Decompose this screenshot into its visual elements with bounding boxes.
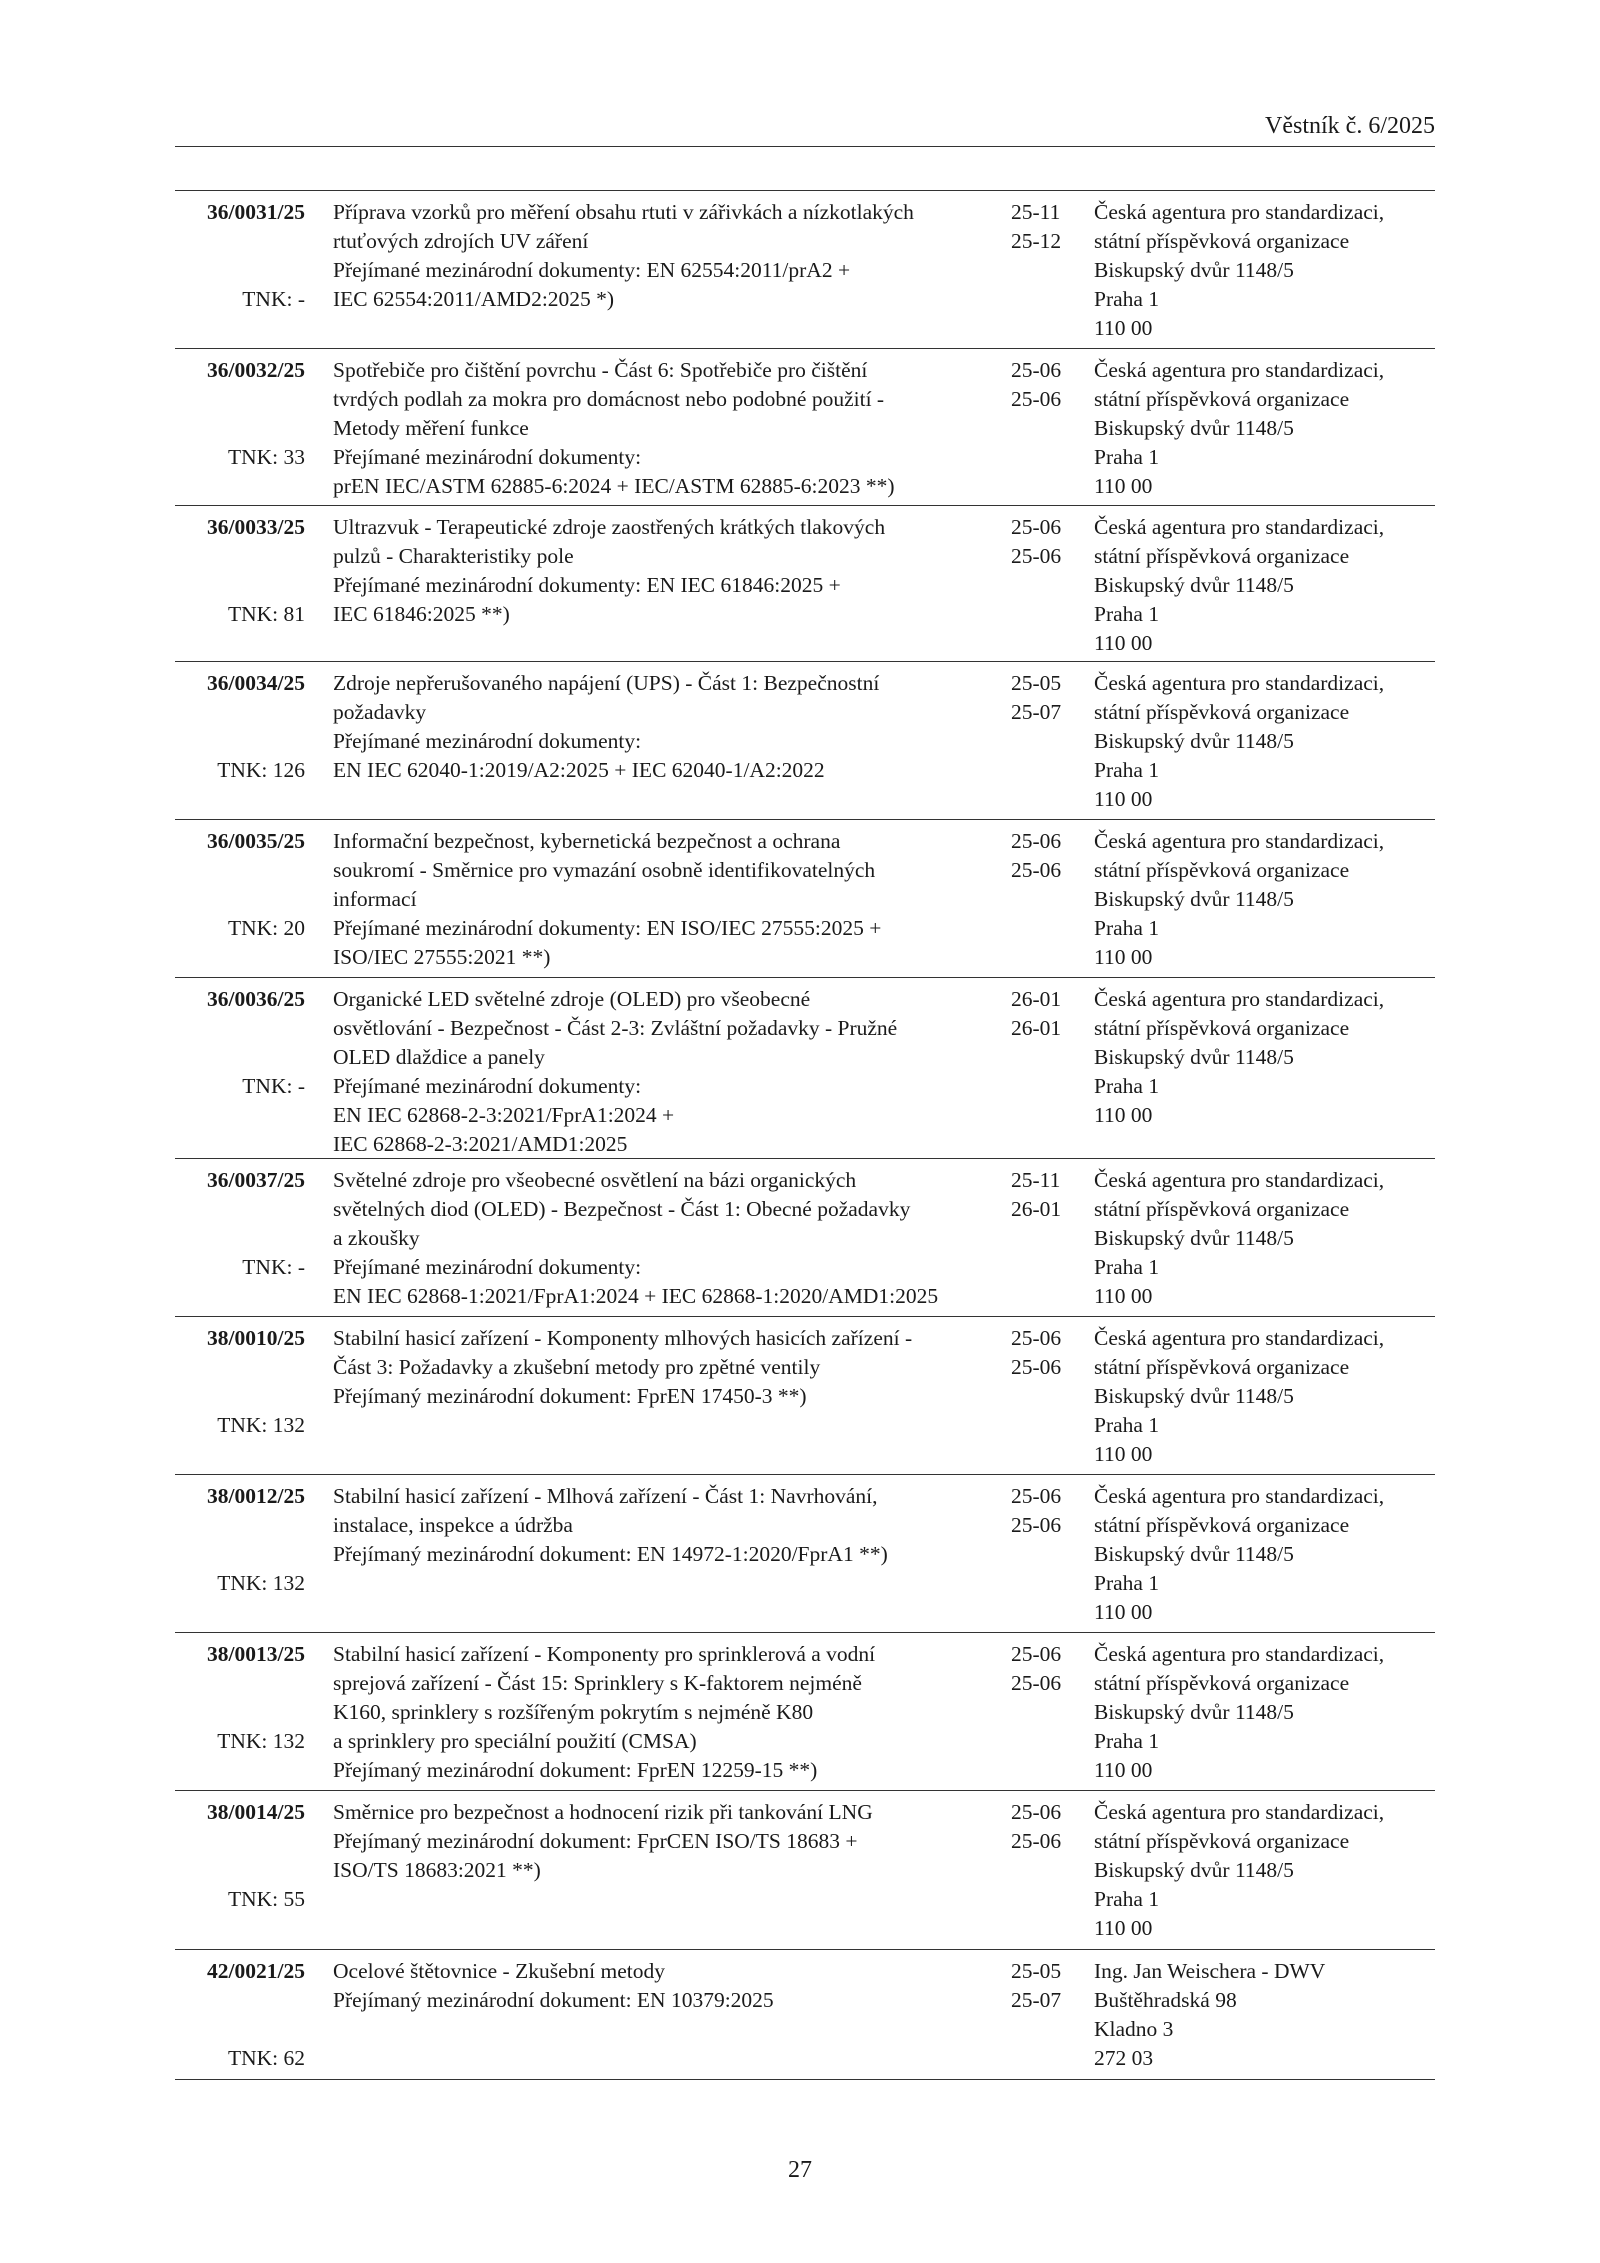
entry-address-cell — [1094, 985, 1434, 1130]
tnk-code: TNK: 132 — [217, 1571, 305, 1595]
date-value: 25-07 — [1011, 1988, 1062, 2012]
entry-dates-cell — [1011, 827, 1081, 885]
address-line: 272 03 — [1094, 2046, 1154, 2070]
address-line: Kladno 3 — [1094, 2017, 1174, 2041]
entry-address-cell — [1094, 669, 1434, 814]
address-line: státní příspěvková organizace — [1094, 1671, 1350, 1695]
address-line: státní příspěvková organizace — [1094, 858, 1350, 882]
title-line: OLED dlaždice a panely — [333, 1045, 545, 1069]
title-line: Příprava vzorků pro měření obsahu rtuti v zářivkách a nízkotlakých — [333, 200, 914, 224]
address-line: 110 00 — [1094, 787, 1153, 811]
address-line: státní příspěvková organizace — [1094, 387, 1350, 411]
title-line: rtuťových zdrojích UV záření — [333, 229, 589, 253]
title-line: Informační bezpečnost, kybernetická bezpečnost a ochrana — [333, 829, 841, 853]
title-line: Světelné zdroje pro všeobecné osvětlení na bázi organických — [333, 1168, 857, 1192]
entry-dates-cell — [1011, 1798, 1081, 1856]
address-line: Biskupský dvůr 1148/5 — [1094, 1226, 1294, 1250]
title-line: ISO/IEC 27555:2021 **) — [333, 945, 551, 969]
title-line: a sprinklery pro speciální použití (CMSA) — [333, 1729, 697, 1753]
date-value: 25-06 — [1011, 1326, 1062, 1350]
address-line: Praha 1 — [1094, 1887, 1160, 1911]
table-row — [175, 820, 1435, 978]
address-line: Praha 1 — [1094, 1074, 1160, 1098]
title-line: IEC 61846:2025 **) — [333, 602, 510, 626]
address-line: Česká agentura pro standardizaci, — [1094, 1168, 1385, 1192]
title-line: prEN IEC/ASTM 62885-6:2024 + IEC/ASTM 62885-6:2023 **) — [333, 474, 895, 498]
table-row — [175, 978, 1435, 1159]
entry-dates-cell — [1011, 1957, 1081, 2015]
entry-dates-cell — [1011, 356, 1081, 414]
entry-number: 36/0036/25 — [207, 987, 305, 1011]
address-line: státní příspěvková organizace — [1094, 1197, 1350, 1221]
address-line: Biskupský dvůr 1148/5 — [1094, 573, 1294, 597]
title-line: světelných diod (OLED) - Bezpečnost - Část 1: Obecné požadavky — [333, 1197, 911, 1221]
tnk-code: TNK: 132 — [217, 1729, 305, 1753]
address-line: Praha 1 — [1094, 1255, 1160, 1279]
page-number: 27 — [788, 2157, 812, 2183]
title-line: Přejímané mezinárodní dokumenty: — [333, 1074, 642, 1098]
entry-dates-cell — [1011, 985, 1081, 1043]
title-line: Stabilní hasicí zařízení - Komponenty mlhových hasicích zařízení - — [333, 1326, 913, 1350]
address-line: Praha 1 — [1094, 1413, 1160, 1437]
address-line: 110 00 — [1094, 1442, 1153, 1466]
title-line: Zdroje nepřerušovaného napájení (UPS) - Část 1: Bezpečnostní — [333, 671, 880, 695]
address-line: Praha 1 — [1094, 758, 1160, 782]
entry-address-cell — [1094, 1482, 1434, 1627]
date-value: 26-01 — [1011, 987, 1062, 1011]
date-value: 26-01 — [1011, 1016, 1062, 1040]
table-row — [175, 1317, 1435, 1475]
entry-id-cell — [175, 669, 305, 782]
entry-id-cell — [175, 1166, 305, 1279]
entry-id-cell — [175, 1957, 305, 2070]
entry-dates-cell — [1011, 198, 1081, 256]
title-line: Spotřebiče pro čištění povrchu - Část 6: Spotřebiče pro čištění — [333, 358, 868, 382]
address-line: 110 00 — [1094, 316, 1153, 340]
title-line: Přejímané mezinárodní dokumenty: — [333, 1255, 642, 1279]
entry-id-cell — [175, 827, 305, 940]
address-line: 110 00 — [1094, 631, 1153, 655]
address-line: státní příspěvková organizace — [1094, 1016, 1350, 1040]
address-line: Biskupský dvůr 1148/5 — [1094, 1858, 1294, 1882]
title-line: Směrnice pro bezpečnost a hodnocení rizik při tankování LNG — [333, 1800, 873, 1824]
title-line: požadavky — [333, 700, 427, 724]
title-line: ISO/TS 18683:2021 **) — [333, 1858, 541, 1882]
address-line: 110 00 — [1094, 1758, 1153, 1782]
tnk-code: TNK: - — [242, 287, 305, 311]
entry-id-cell — [175, 198, 305, 311]
address-line: Biskupský dvůr 1148/5 — [1094, 729, 1294, 753]
address-line: státní příspěvková organizace — [1094, 1513, 1350, 1537]
table-row — [175, 662, 1435, 820]
title-line: Přejímaný mezinárodní dokument: FprEN 17450-3 **) — [333, 1384, 807, 1408]
entry-id-cell — [175, 356, 305, 469]
page-header — [175, 112, 1435, 147]
entry-number: 36/0034/25 — [207, 671, 305, 695]
tnk-code: TNK: 33 — [227, 445, 305, 469]
title-line: Metody měření funkce — [333, 416, 529, 440]
date-value: 25-12 — [1011, 229, 1062, 253]
date-value: 25-06 — [1011, 1484, 1062, 1508]
title-line: Přejímané mezinárodní dokumenty: — [333, 445, 642, 469]
entry-number: 36/0031/25 — [207, 200, 305, 224]
address-line: Česká agentura pro standardizaci, — [1094, 671, 1385, 695]
table-row — [175, 1950, 1435, 2080]
date-value: 25-06 — [1011, 1642, 1062, 1666]
entry-address-cell — [1094, 356, 1434, 501]
entry-id-cell — [175, 985, 305, 1098]
address-line: Biskupský dvůr 1148/5 — [1094, 416, 1294, 440]
table-row — [175, 1159, 1435, 1317]
title-line: Přejímaný mezinárodní dokument: EN 14972-1:2020/FprA1 **) — [333, 1542, 888, 1566]
date-value: 25-06 — [1011, 1513, 1062, 1537]
entry-address-cell — [1094, 1957, 1434, 2073]
title-line: EN IEC 62868-1:2021/FprA1:2024 + IEC 62868-1:2020/AMD1:2025 — [333, 1284, 939, 1308]
address-line: Biskupský dvůr 1148/5 — [1094, 1542, 1294, 1566]
date-value: 25-06 — [1011, 358, 1062, 382]
address-line: Česká agentura pro standardizaci, — [1094, 829, 1385, 853]
table-row — [175, 1475, 1435, 1633]
address-line: Česká agentura pro standardizaci, — [1094, 1326, 1385, 1350]
title-line: pulzů - Charakteristiky pole — [333, 544, 574, 568]
title-line: instalace, inspekce a údržba — [333, 1513, 573, 1537]
table-row — [175, 1791, 1435, 1950]
address-line: Praha 1 — [1094, 445, 1160, 469]
entry-address-cell — [1094, 1166, 1434, 1311]
journal-title: Věstník č. 6/2025 — [1265, 113, 1435, 139]
entry-dates-cell — [1011, 1324, 1081, 1382]
address-line: Česká agentura pro standardizaci, — [1094, 1642, 1385, 1666]
address-line: Biskupský dvůr 1148/5 — [1094, 1045, 1294, 1069]
entry-id-cell — [175, 1482, 305, 1595]
entry-address-cell — [1094, 198, 1434, 343]
address-line: Česká agentura pro standardizaci, — [1094, 987, 1385, 1011]
date-value: 25-05 — [1011, 1959, 1062, 1983]
title-line: Přejímané mezinárodní dokumenty: EN IEC 61846:2025 + — [333, 573, 841, 597]
address-line: Buštěhradská 98 — [1094, 1988, 1237, 2012]
entry-id-cell — [175, 1798, 305, 1911]
address-line: Praha 1 — [1094, 287, 1160, 311]
entry-number: 36/0032/25 — [207, 358, 305, 382]
title-line: Stabilní hasicí zařízení - Mlhová zařízení - Část 1: Navrhování, — [333, 1484, 878, 1508]
entry-address-cell — [1094, 1640, 1434, 1785]
date-value: 25-06 — [1011, 1800, 1062, 1824]
table-row — [175, 1633, 1435, 1791]
title-line: Ocelové štětovnice - Zkušební metody — [333, 1959, 665, 1983]
address-line: Biskupský dvůr 1148/5 — [1094, 1700, 1294, 1724]
tnk-code: TNK: 62 — [227, 2046, 305, 2070]
date-value: 25-11 — [1011, 200, 1061, 224]
title-line: IEC 62868-2-3:2021/AMD1:2025 — [333, 1132, 628, 1156]
title-line: Přejímaný mezinárodní dokument: FprCEN ISO/TS 18683 + — [333, 1829, 858, 1853]
address-line: státní příspěvková organizace — [1094, 229, 1350, 253]
title-line: Přejímaný mezinárodní dokument: EN 10379:2025 — [333, 1988, 774, 2012]
title-line: tvrdých podlah za mokra pro domácnost nebo podobné použití - — [333, 387, 885, 411]
address-line: 110 00 — [1094, 1916, 1153, 1940]
title-line: Přejímaný mezinárodní dokument: FprEN 12259-15 **) — [333, 1758, 818, 1782]
tnk-code: TNK: 55 — [227, 1887, 305, 1911]
address-line: státní příspěvková organizace — [1094, 1355, 1350, 1379]
address-line: Ing. Jan Weischera - DWV — [1094, 1959, 1326, 1983]
tnk-code: TNK: 132 — [217, 1413, 305, 1437]
address-line: Praha 1 — [1094, 1729, 1160, 1753]
tnk-code: TNK: 81 — [227, 602, 305, 626]
entry-address-cell — [1094, 1798, 1434, 1943]
entry-id-cell — [175, 1324, 305, 1437]
date-value: 25-06 — [1011, 1829, 1062, 1853]
date-value: 25-06 — [1011, 544, 1062, 568]
title-line: EN IEC 62868-2-3:2021/FprA1:2024 + — [333, 1103, 675, 1127]
title-line: informací — [333, 887, 417, 911]
address-line: Česká agentura pro standardizaci, — [1094, 1800, 1385, 1824]
entry-number: 38/0012/25 — [207, 1484, 305, 1508]
title-line: Přejímané mezinárodní dokumenty: — [333, 729, 642, 753]
title-line: a zkoušky — [333, 1226, 420, 1250]
address-line: Praha 1 — [1094, 916, 1160, 940]
date-value: 25-05 — [1011, 671, 1062, 695]
address-line: Praha 1 — [1094, 602, 1160, 626]
entry-id-cell — [175, 513, 305, 626]
table-row — [175, 506, 1435, 662]
entry-number: 36/0033/25 — [207, 515, 305, 539]
address-line: 110 00 — [1094, 474, 1153, 498]
address-line: 110 00 — [1094, 1284, 1153, 1308]
date-value: 25-06 — [1011, 1671, 1062, 1695]
tnk-code: TNK: 20 — [227, 916, 305, 940]
tnk-code: TNK: - — [242, 1255, 305, 1279]
title-line: sprejová zařízení - Část 15: Sprinklery s K-faktorem nejméně — [333, 1671, 862, 1695]
date-value: 25-06 — [1011, 1355, 1062, 1379]
title-line: Přejímané mezinárodní dokumenty: EN 62554:2011/prA2 + — [333, 258, 851, 282]
address-line: 110 00 — [1094, 1103, 1153, 1127]
title-line: Ultrazvuk - Terapeutické zdroje zaostřených krátkých tlakových — [333, 515, 886, 539]
address-line: Česká agentura pro standardizaci, — [1094, 1484, 1385, 1508]
title-line: Stabilní hasicí zařízení - Komponenty pro sprinklerová a vodní — [333, 1642, 876, 1666]
entry-address-cell — [1094, 513, 1434, 658]
date-value: 25-06 — [1011, 387, 1062, 411]
address-line: státní příspěvková organizace — [1094, 1829, 1350, 1853]
date-value: 25-06 — [1011, 858, 1062, 882]
entry-dates-cell — [1011, 513, 1081, 571]
address-line: Biskupský dvůr 1148/5 — [1094, 887, 1294, 911]
entry-number: 38/0014/25 — [207, 1800, 305, 1824]
table-row — [175, 191, 1435, 349]
entry-number: 36/0035/25 — [207, 829, 305, 853]
entry-address-cell — [1094, 827, 1434, 972]
entry-address-cell — [1094, 1324, 1434, 1469]
title-line: Přejímané mezinárodní dokumenty: EN ISO/IEC 27555:2025 + — [333, 916, 882, 940]
address-line: Praha 1 — [1094, 1571, 1160, 1595]
address-line: Česká agentura pro standardizaci, — [1094, 515, 1385, 539]
address-line: státní příspěvková organizace — [1094, 700, 1350, 724]
entry-number: 38/0010/25 — [207, 1326, 305, 1350]
address-line: Česká agentura pro standardizaci, — [1094, 358, 1385, 382]
date-value: 25-06 — [1011, 829, 1062, 853]
address-line: Česká agentura pro standardizaci, — [1094, 200, 1385, 224]
entry-dates-cell — [1011, 1482, 1081, 1540]
entry-number: 42/0021/25 — [207, 1959, 305, 1983]
title-line: soukromí - Směrnice pro vymazání osobně identifikovatelných — [333, 858, 876, 882]
tnk-code: TNK: - — [242, 1074, 305, 1098]
title-line: osvětlování - Bezpečnost - Část 2-3: Zvláštní požadavky - Pružné — [333, 1016, 898, 1040]
date-value: 25-11 — [1011, 1168, 1061, 1192]
entry-number: 38/0013/25 — [207, 1642, 305, 1666]
title-line: Část 3: Požadavky a zkušební metody pro zpětné ventily — [333, 1355, 821, 1379]
tnk-code: TNK: 126 — [217, 758, 305, 782]
entry-dates-cell — [1011, 1166, 1081, 1224]
address-line: 110 00 — [1094, 1600, 1153, 1624]
date-value: 25-07 — [1011, 700, 1062, 724]
entry-id-cell — [175, 1640, 305, 1753]
date-value: 25-06 — [1011, 515, 1062, 539]
title-line: K160, sprinklery s rozšířeným pokrytím s nejméně K80 — [333, 1700, 814, 1724]
title-line: Organické LED světelné zdroje (OLED) pro všeobecné — [333, 987, 811, 1011]
standards-table — [175, 190, 1435, 2080]
title-line: EN IEC 62040-1:2019/A2:2025 + IEC 62040-1/A2:2022 — [333, 758, 825, 782]
title-line: IEC 62554:2011/AMD2:2025 *) — [333, 287, 615, 311]
entry-number: 36/0037/25 — [207, 1168, 305, 1192]
date-value: 26-01 — [1011, 1197, 1062, 1221]
table-row — [175, 349, 1435, 506]
address-line: Biskupský dvůr 1148/5 — [1094, 1384, 1294, 1408]
address-line: Biskupský dvůr 1148/5 — [1094, 258, 1294, 282]
entry-dates-cell — [1011, 669, 1081, 727]
entry-dates-cell — [1011, 1640, 1081, 1698]
address-line: státní příspěvková organizace — [1094, 544, 1350, 568]
address-line: 110 00 — [1094, 945, 1153, 969]
